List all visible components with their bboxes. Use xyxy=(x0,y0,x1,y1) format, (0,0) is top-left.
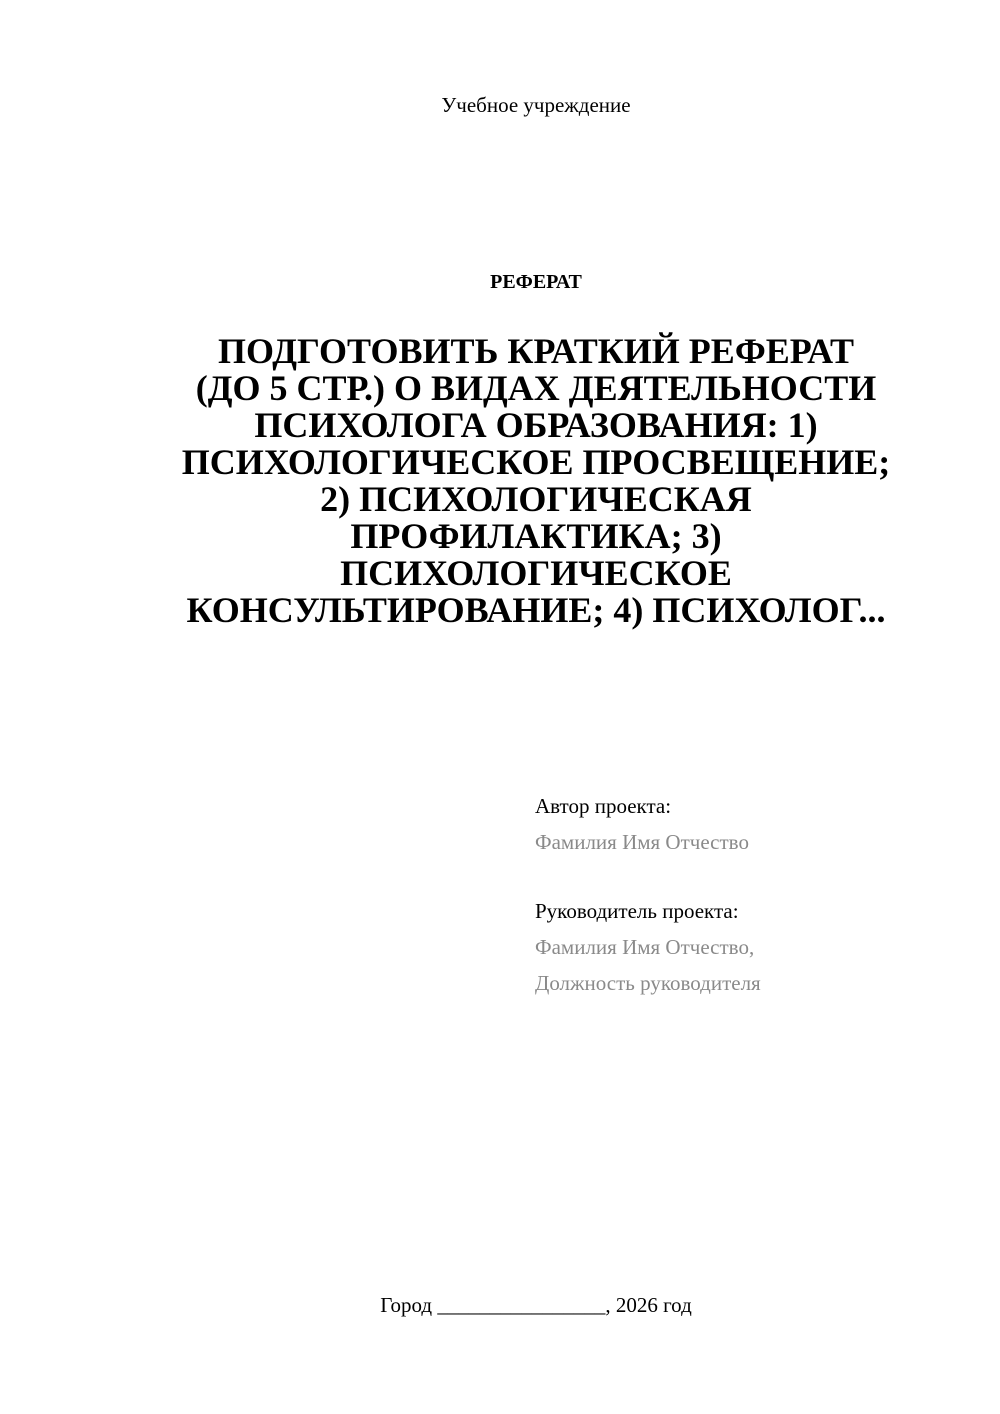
city-year-line: Город ________________, 2026 год xyxy=(380,1293,692,1317)
supervisor-block xyxy=(535,893,975,1001)
title-line: КОНСУЛЬТИРОВАНИЕ; 4) ПСИХОЛОГ... xyxy=(186,590,886,630)
title-line: ПСИХОЛОГА ОБРАЗОВАНИЯ: 1) xyxy=(254,405,818,445)
author-block xyxy=(535,788,975,860)
institution-name: Учебное учреждение xyxy=(441,93,631,117)
supervisor-position: Должность руководителя xyxy=(535,971,761,995)
title-line: ПСИХОЛОГИЧЕСКОЕ xyxy=(340,553,732,593)
author-name: Фамилия Имя Отчество xyxy=(535,830,749,854)
title-line: (ДО 5 СТР.) О ВИДАХ ДЕЯТЕЛЬНОСТИ xyxy=(195,368,877,408)
document-type-label: РЕФЕРАТ xyxy=(490,271,582,293)
supervisor-name: Фамилия Имя Отчество, xyxy=(535,935,755,959)
document-title xyxy=(140,333,932,629)
author-label: Автор проекта: xyxy=(535,794,672,818)
title-line: ПСИХОЛОГИЧЕСКОЕ ПРОСВЕЩЕНИЕ; xyxy=(181,442,891,482)
title-line: ПОДГОТОВИТЬ КРАТКИЙ РЕФЕРАТ xyxy=(218,331,854,371)
supervisor-label: Руководитель проекта: xyxy=(535,899,739,923)
title-line: ПРОФИЛАКТИКА; 3) xyxy=(350,516,722,556)
title-line: 2) ПСИХОЛОГИЧЕСКАЯ xyxy=(320,479,752,519)
